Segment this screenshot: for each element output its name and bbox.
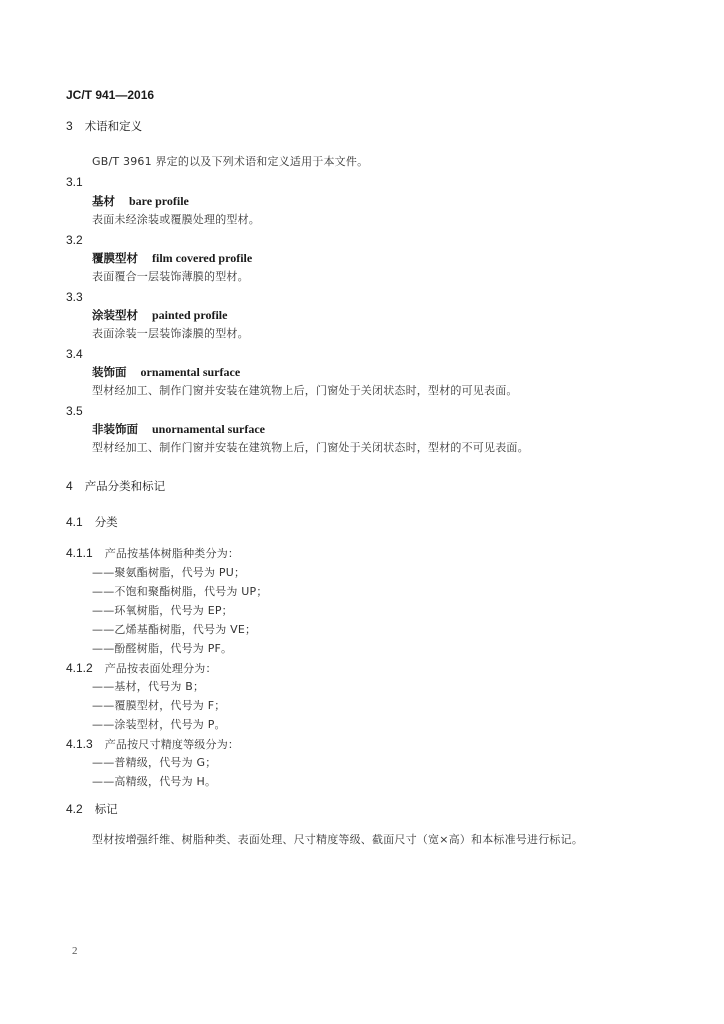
clause-text: 产品按尺寸精度等级分为：: [104, 738, 240, 751]
term-number: 3.3: [66, 290, 83, 304]
term-en: film covered profile: [152, 251, 253, 265]
subsection-title: 分类: [94, 515, 118, 529]
clause-number: 4.1.1: [66, 546, 93, 560]
term-zh: 基材: [92, 194, 115, 208]
list-item: ——高精级，代号为 H。: [92, 775, 217, 788]
list-item: ——聚氨酯树脂，代号为 PU；: [92, 566, 246, 579]
clause-4-1-3: [66, 737, 239, 752]
term-heading: [92, 365, 240, 379]
term-definition: 表面涂装一层装饰漆膜的型材。: [92, 327, 249, 340]
term-heading: [92, 194, 189, 208]
term-en: bare profile: [129, 194, 189, 208]
subsection-4-1-heading: [66, 515, 118, 529]
clause-number: 4.1.2: [66, 661, 93, 675]
section-4-heading: [66, 479, 165, 493]
clause-text: 产品按基体树脂种类分为：: [104, 547, 240, 560]
section-title: 术语和定义: [84, 119, 143, 133]
marking-text: 型材按增强纤维、树脂种类、表面处理、尺寸精度等级、截面尺寸（宽×高）和本标准号进行标记。: [92, 833, 584, 846]
term-number: 3.4: [66, 347, 83, 361]
term-en: ornamental surface: [140, 365, 241, 379]
clause-text: 产品按表面处理分为：: [104, 662, 217, 675]
subsection-number: 4.2: [66, 802, 83, 816]
subsection-number: 4.1: [66, 515, 83, 529]
term-heading: [92, 308, 227, 322]
term-definition: 型材经加工、制作门窗并安装在建筑物上后，门窗处于关闭状态时，型材的可见表面。: [92, 384, 518, 397]
term-number: 3.5: [66, 404, 83, 418]
list-item: ——环氧树脂，代号为 EP；: [92, 604, 233, 617]
term-zh: 涂装型材: [92, 308, 138, 322]
list-item: ——乙烯基酯树脂，代号为 VE；: [92, 623, 257, 636]
clause-4-1-2: [66, 661, 217, 676]
term-number: 3.2: [66, 233, 83, 247]
subsection-4-2-heading: [66, 802, 118, 816]
term-heading: [92, 251, 252, 265]
term-zh: 覆膜型材: [92, 251, 138, 265]
section-number: 3: [66, 119, 73, 133]
term-number: 3.1: [66, 175, 83, 189]
list-item: ——基材，代号为 B；: [92, 680, 205, 693]
term-heading: [92, 422, 265, 436]
term-definition: 表面未经涂装或覆膜处理的型材。: [92, 213, 260, 226]
section-number: 4: [66, 479, 73, 493]
list-item: ——酚醛树脂，代号为 PF。: [92, 642, 233, 655]
term-definition: 表面覆合一层装饰薄膜的型材。: [92, 270, 249, 283]
standard-code: JC/T 941—2016: [66, 88, 155, 102]
list-item: ——不饱和聚酯树脂，代号为 UP；: [92, 585, 268, 598]
term-definition: 型材经加工、制作门窗并安装在建筑物上后，门窗处于关闭状态时，型材的不可见表面。: [92, 441, 529, 454]
term-en: painted profile: [152, 308, 228, 322]
section-3-heading: [66, 119, 142, 133]
page-number: 2: [72, 945, 78, 957]
subsection-title: 标记: [94, 802, 118, 816]
list-item: ——普精级，代号为 G；: [92, 756, 217, 769]
list-item: ——涂装型材，代号为 P。: [92, 718, 226, 731]
section-title: 产品分类和标记: [84, 479, 166, 493]
clause-number: 4.1.3: [66, 737, 93, 751]
term-zh: 非装饰面: [92, 422, 138, 436]
section-3-intro: GB/T 3961 界定的以及下列术语和定义适用于本文件。: [92, 155, 369, 168]
clause-4-1-1: [66, 546, 239, 561]
term-zh: 装饰面: [92, 365, 127, 379]
list-item: ——覆膜型材，代号为 F；: [92, 699, 226, 712]
term-en: unornamental surface: [152, 422, 265, 436]
